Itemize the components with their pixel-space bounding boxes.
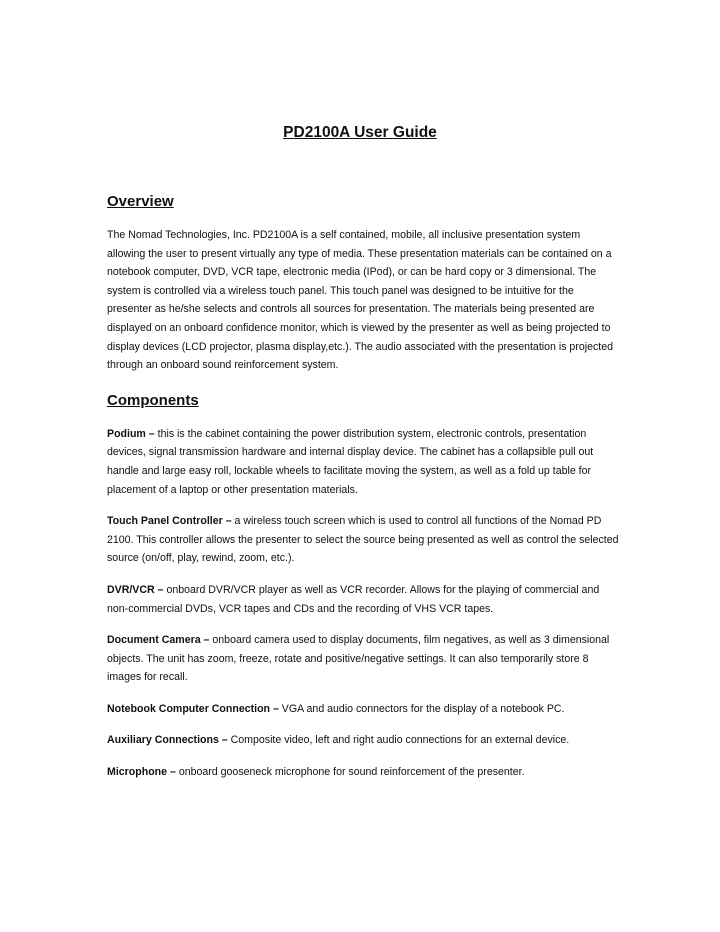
component-description: onboard camera used to display documents, film negatives, as well as 3 dimensional objects. The unit has zoom, freeze, rotate and positive/negative settings. It can also temporarily store 8 images for recall. [107,634,610,684]
component-term: Touch Panel Controller – [107,515,232,528]
component-dvr-vcr [107,581,619,618]
component-description: this is the cabinet containing the power distribution system, electronic controls, presentation devices, signal transmission hardware and internal display device. The cabinet has a collapsible pull out handle and large easy roll, lockable wheels to facilitate moving the system, as well as a fold up table for placement of a laptop or other presentation materials. [107,427,594,496]
document-title: PD2100A User Guide [283,124,437,141]
component-microphone [107,763,619,782]
component-description: a wireless touch screen which is used to control all functions of the Nomad PD 2100. This controller allows the presenter to select the source being presented as well as control the selected source (on/off, play, rewind, zoom, etc.). [107,515,619,565]
components-heading: Components [107,391,199,409]
component-description: onboard DVR/VCR player as well as VCR recorder. Allows for the playing of commercial and non-commercial DVDs, VCR tapes and CDs and the recording of VHS VCR tapes. [107,583,600,615]
component-touch-panel-controller [107,512,619,568]
component-description: Composite video, left and right audio connections for an external device. [227,734,570,747]
component-description: onboard gooseneck microphone for sound reinforcement of the presenter. [175,766,525,779]
component-term: Auxiliary Connections – [107,734,228,747]
component-term: Microphone – [107,766,176,779]
component-auxiliary-connections [107,731,619,750]
component-term: Notebook Computer Connection – [107,702,279,715]
document-body [107,192,619,795]
component-document-camera [107,631,619,687]
component-term: Podium – [107,427,155,440]
overview-heading: Overview [107,193,174,210]
component-podium [107,425,619,499]
component-term: DVR/VCR – [107,583,164,596]
component-notebook-computer-connection [107,700,619,719]
component-term: Document Camera – [107,634,210,647]
overview-paragraph: The Nomad Technologies, Inc. PD2100A is a self contained, mobile, all inclusive presentation system allowing the user to present virtually any type of media. These presentation materials can be contained on a notebook computer, DVD, VCR tape, electronic media (IPod), or can be hard copy or 3 dimensional. The system is controlled via a wireless touch panel. This touch panel was designed to be intuitive for the presenter as he/she selects and controls all sources for presentation. The materials being presented are displayed on an onboard confidence monitor, which is viewed by the presenter as well as being projected to display devices (LCD projector, plasma display,etc.). The audio associated with the presentation is projected through an onboard sound reinforcement system. [107,229,614,372]
component-description: VGA and audio connectors for the display of a notebook PC. [278,702,565,715]
